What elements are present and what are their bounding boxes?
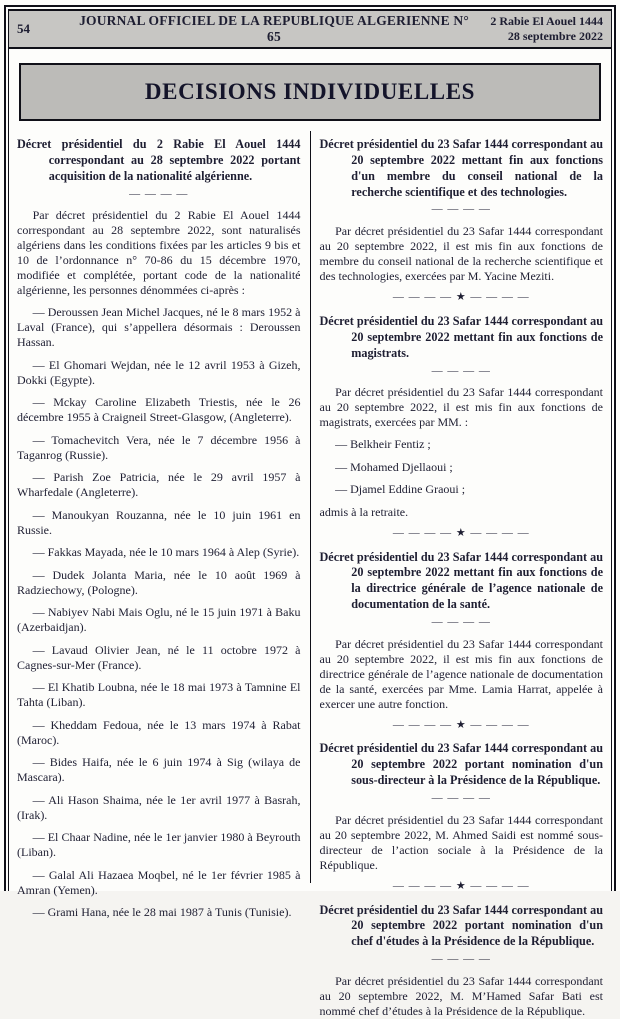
dash-separator: — — — —	[431, 792, 491, 805]
decree-paragraph: Par décret présidentiel du 23 Safar 1444 correspondant au 20 septembre 2022, M. Ahmed Saidi est nommé sous-directeur de l’action sociale à la Présidence de la République.	[319, 812, 603, 872]
naturalization-entry: — Bides Haifa, née le 6 juin 1974 à Sig (wilaya de Mascara).	[17, 755, 301, 785]
naturalization-entry: — El Ghomari Wejdan, née le 12 avril 1953 à Gizeh, Dokki (Egypte).	[17, 357, 301, 387]
decree-block	[320, 741, 604, 893]
decree-paragraph: Par décret présidentiel du 23 Safar 1444 correspondant au 20 septembre 2022, il est mis fin aux fonctions de directrice générale de l’agence nationale de documentation de la santé, exercées par Mme. Lamia Harrat, appelée à exercer une autre fonction.	[319, 636, 603, 711]
naturalization-entry: — El Chaar Nadine, née le 1er janvier 1980 à Beyrouth (Liban).	[17, 830, 301, 860]
naturalization-entry: — Nabiyev Nabi Mais Oglu, né le 15 juin 1971 à Baku (Azerbaidjan).	[17, 605, 301, 635]
dash-separator: — — — —	[431, 364, 491, 377]
naturalization-entry: — Fakkas Mayada, née le 10 mars 1964 à Alep (Syrie).	[32, 545, 300, 560]
naturalization-entry: — Galal Ali Hazaea Moqbel, né le 1er février 1985 à Amran (Yemen).	[17, 867, 301, 897]
star-separator: — — — — ★ — — — —	[392, 291, 530, 304]
page-number: 54	[17, 21, 30, 36]
dash-separator: — — — —	[431, 953, 491, 966]
star-separator: — — — — ★ — — — —	[392, 879, 530, 892]
decree-heading: Décret présidentiel du 23 Safar 1444 correspondant au 20 septembre 2022 portant nomination d'un sous-directeur à la Présidence de la République.	[319, 741, 603, 788]
star-separator: — — — — ★ — — — —	[392, 718, 530, 731]
dash-separator: — — — —	[431, 615, 491, 628]
dash-separator: — — — —	[431, 203, 491, 216]
naturalization-entry: — Tomachevitch Vera, née le 7 décembre 1956 à Taganrog (Russie).	[17, 432, 301, 462]
page-header	[9, 9, 611, 49]
naturalization-entry: — Mckay Caroline Elizabeth Triestis, née le 26 décembre 1955 à Craigneil Street-Glasgow, (Angleterre).	[17, 395, 301, 425]
naturalization-entry: — Kheddam Fedoua, née le 13 mars 1974 à Rabat (Maroc).	[17, 717, 301, 747]
two-column-layout	[9, 127, 611, 1018]
naturalization-entry: — Dudek Jolanta Maria, née le 10 août 1969 à Radziechowy, (Pologne).	[17, 567, 301, 597]
naturalization-entry: — Parish Zoe Patricia, née le 29 avril 1957 à Wharfedale (Angleterre).	[17, 470, 301, 500]
magistrate-entry: — Mohamed Djellaoui ;	[335, 459, 453, 474]
naturalization-entry: — Ali Hason Shaima, née le 1er avril 1977 à Basrah, (Irak).	[17, 792, 301, 822]
section-banner-wrap	[9, 49, 611, 127]
decree-heading: Décret présidentiel du 23 Safar 1444 correspondant au 20 septembre 2022 portant nomination d'un chef d'études à la Présidence de la République.	[319, 902, 603, 949]
decree-heading: Décret présidentiel du 23 Safar 1444 correspondant au 20 septembre 2022 mettant fin aux fonctions de la directrice générale de l’agence nationale de documentation de la santé.	[319, 549, 603, 612]
magistrate-entry: — Belkheir Fentiz ;	[335, 437, 431, 452]
naturalization-entry: — Lavaud Olivier Jean, né le 11 octobre 1972 à Cagnes-sur-Mer (France).	[17, 642, 301, 672]
decree-heading: Décret présidentiel du 2 Rabie El Aouel 1444 correspondant au 28 septembre 2022 portant acquisition de la nationalité algérienne.	[17, 137, 301, 183]
dash-separator: — — — —	[129, 187, 189, 200]
decree-paragraph: Par décret présidentiel du 23 Safar 1444 correspondant au 20 septembre 2022, il est mis fin aux fonctions de membre du conseil national de la recherche scientifique et des technologies, exercées par M. Yacine Meziti.	[319, 224, 603, 284]
decree-paragraph: Par décret présidentiel du 23 Safar 1444 correspondant au 20 septembre 2022, il est mis fin aux fonctions de magistrats, exercées par MM. :	[319, 385, 603, 430]
decree-heading: Décret présidentiel du 23 Safar 1444 correspondant au 20 septembre 2022 mettant fin aux fonctions d'un membre du conseil national de la recherche scientifique et des technologies.	[319, 137, 603, 199]
decree-block	[320, 550, 604, 733]
decree-paragraph: Par décret présidentiel du 23 Safar 1444 correspondant au 20 septembre 2022, M. M’Hamed Safar Bati est nommé chef d’études à la Présidence de la République.	[319, 973, 603, 1018]
star-separator: — — — — ★ — — — —	[392, 526, 530, 539]
naturalization-entry: — El Khatib Loubna, née le 18 mai 1973 à Tamnine El Tahta (Liban).	[17, 680, 301, 710]
date-hijri: 2 Rabie El Aouel 1444	[490, 14, 603, 28]
left-column	[17, 131, 310, 920]
journal-title: JOURNAL OFFICIEL DE LA REPUBLIQUE ALGERIENNE N° 65	[79, 13, 469, 44]
decree-block	[320, 314, 604, 541]
issue-dates	[471, 14, 603, 44]
magistrate-entry: — Djamel Eddine Graoui ;	[335, 482, 466, 497]
right-column	[311, 131, 604, 1018]
section-banner-title: DECISIONS INDIVIDUELLES	[19, 63, 601, 121]
outer-frame	[4, 5, 616, 1018]
decree-tail: admis à la retraite.	[319, 504, 409, 519]
inner-frame	[8, 9, 612, 1018]
decree-block	[320, 903, 604, 1019]
naturalization-entry: — Manoukyan Rouzanna, née le 10 juin 1961 en Russie.	[17, 507, 301, 537]
naturalization-entry: — Grami Hana, née le 28 mai 1987 à Tunis (Tunisie).	[32, 905, 292, 920]
decree-paragraph: Par décret présidentiel du 2 Rabie El Aouel 1444 correspondant au 28 septembre 2022, sont naturalisés algériens dans les conditions fixées par les articles 9 bis et 10 de l’ordonnance n° 70-86 du 15 décembre 1970, modifiée et complétée, portant code de la nationalité algérienne, les personnes dénommées ci-après :	[17, 208, 301, 298]
decree-block	[320, 137, 604, 305]
naturalization-entry: — Deroussen Jean Michel Jacques, né le 8 mars 1952 à Laval (France), qui s’appellera désormais : Deroussen Hassan.	[17, 305, 301, 350]
decree-heading: Décret présidentiel du 23 Safar 1444 correspondant au 20 septembre 2022 mettant fin aux fonctions de magistrats.	[319, 313, 603, 360]
date-gregorian: 28 septembre 2022	[507, 29, 603, 43]
